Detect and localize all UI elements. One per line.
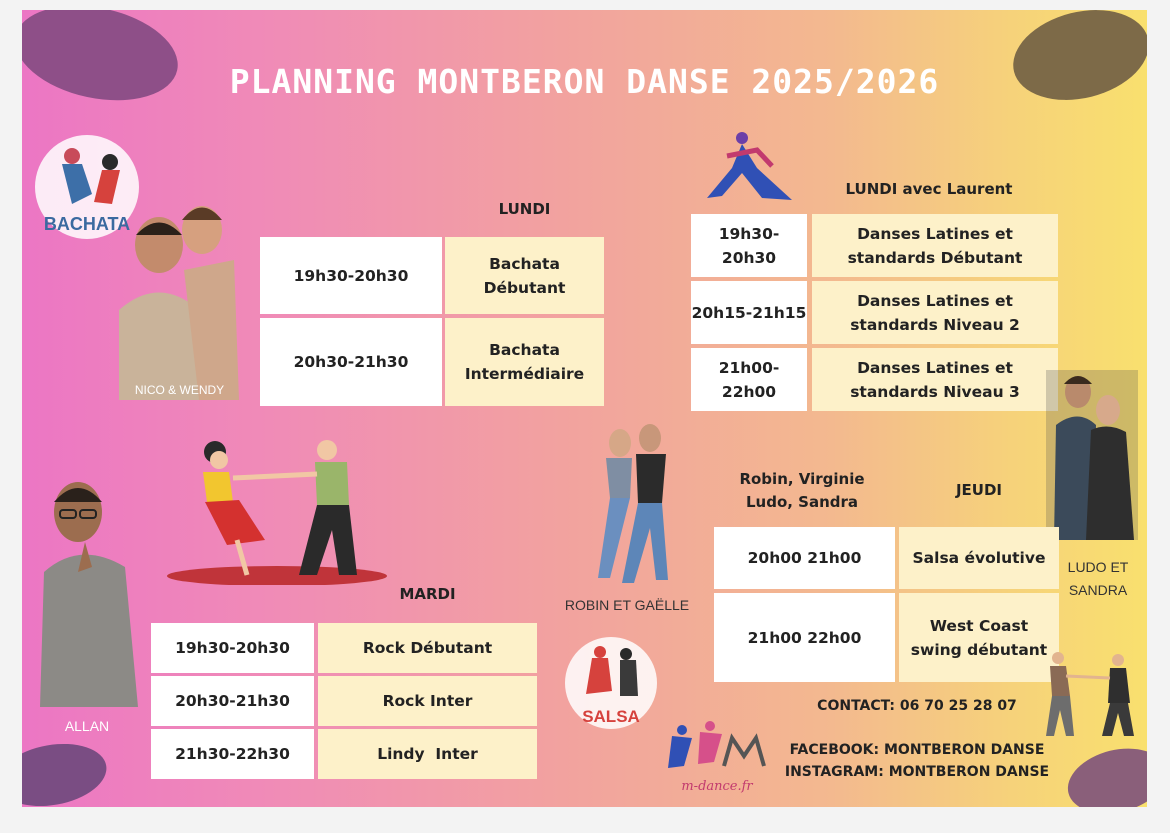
lundi-course-1: Bachata Débutant <box>445 237 604 314</box>
jeudi-time-1: 20h00 21h00 <box>714 527 895 589</box>
mardi-time-1: 19h30-20h30 <box>151 623 314 673</box>
laurent-course-3: Danses Latines et standards Niveau 3 <box>812 348 1058 411</box>
jeudi-time-2: 21h00 22h00 <box>714 593 895 682</box>
photo-robin-gaelle <box>570 418 680 588</box>
jeudi-course-2: West Coast swing débutant <box>899 593 1059 682</box>
caption-ludo-sandra: LUDO ET SANDRA <box>1067 559 1129 598</box>
laurent-time-1: 19h30-20h30 <box>691 214 807 277</box>
lundi-time-2: 20h30-21h30 <box>260 318 442 406</box>
laurent-time-3: 21h00-22h00 <box>691 348 807 411</box>
m-dance-logo <box>662 716 772 796</box>
mardi-course-1: Rock Débutant <box>318 623 537 673</box>
caption-allan: ALLAN <box>64 718 110 734</box>
photo-ludo-sandra <box>1046 370 1138 540</box>
lundi-time-1: 19h30-20h30 <box>260 237 442 314</box>
contact-facebook: FACEBOOK: MONTBERON DANSE <box>789 742 1045 758</box>
dancers-icon <box>702 128 802 203</box>
mardi-course-2: Rock Inter <box>318 676 537 726</box>
swing-dancers-illustration <box>1030 648 1140 738</box>
salsa-logo <box>564 636 659 731</box>
decor-blob-bottom-left <box>22 736 111 807</box>
caption-nico-wendy: NICO & WENDY <box>134 383 225 397</box>
laurent-course-2: Danses Latines et standards Niveau 2 <box>812 281 1058 344</box>
contact-phone: CONTACT: 06 70 25 28 07 <box>817 698 1017 714</box>
lundi-course-2: Bachata Intermédiaire <box>445 318 604 406</box>
heading-lundi: LUNDI <box>498 200 551 218</box>
bachata-logo-text: BACHATA <box>43 214 131 234</box>
heading-jeudi: JEUDI <box>955 481 1003 499</box>
mardi-course-3: Lindy Inter <box>318 729 537 779</box>
salsa-logo-text: SALSA <box>582 707 640 726</box>
poster <box>22 10 1147 807</box>
heading-lundi-laurent: LUNDI avec Laurent <box>845 180 1013 198</box>
rock-dancers-illustration <box>167 430 387 585</box>
mardi-time-2: 20h30-21h30 <box>151 676 314 726</box>
decor-blob-bottom-right <box>1061 739 1147 807</box>
photo-allan <box>30 472 145 707</box>
mardi-time-3: 21h30-22h30 <box>151 729 314 779</box>
jeudi-teachers: Robin, Virginie Ludo, Sandra <box>739 470 865 511</box>
m-dance-logo-text: m-dance.fr <box>681 779 753 794</box>
page-title: PLANNING MONTBERON DANSE 2025/2026 <box>229 62 940 101</box>
jeudi-course-1: Salsa évolutive <box>899 527 1059 589</box>
laurent-course-1: Danses Latines et standards Débutant <box>812 214 1058 277</box>
heading-mardi: MARDI <box>399 585 456 603</box>
contact-instagram: INSTAGRAM: MONTBERON DANSE <box>784 764 1050 780</box>
laurent-time-2: 20h15-21h15 <box>691 281 807 344</box>
caption-robin-gaelle: ROBIN ET GAËLLE <box>564 597 690 613</box>
photo-nico-wendy <box>114 190 244 400</box>
